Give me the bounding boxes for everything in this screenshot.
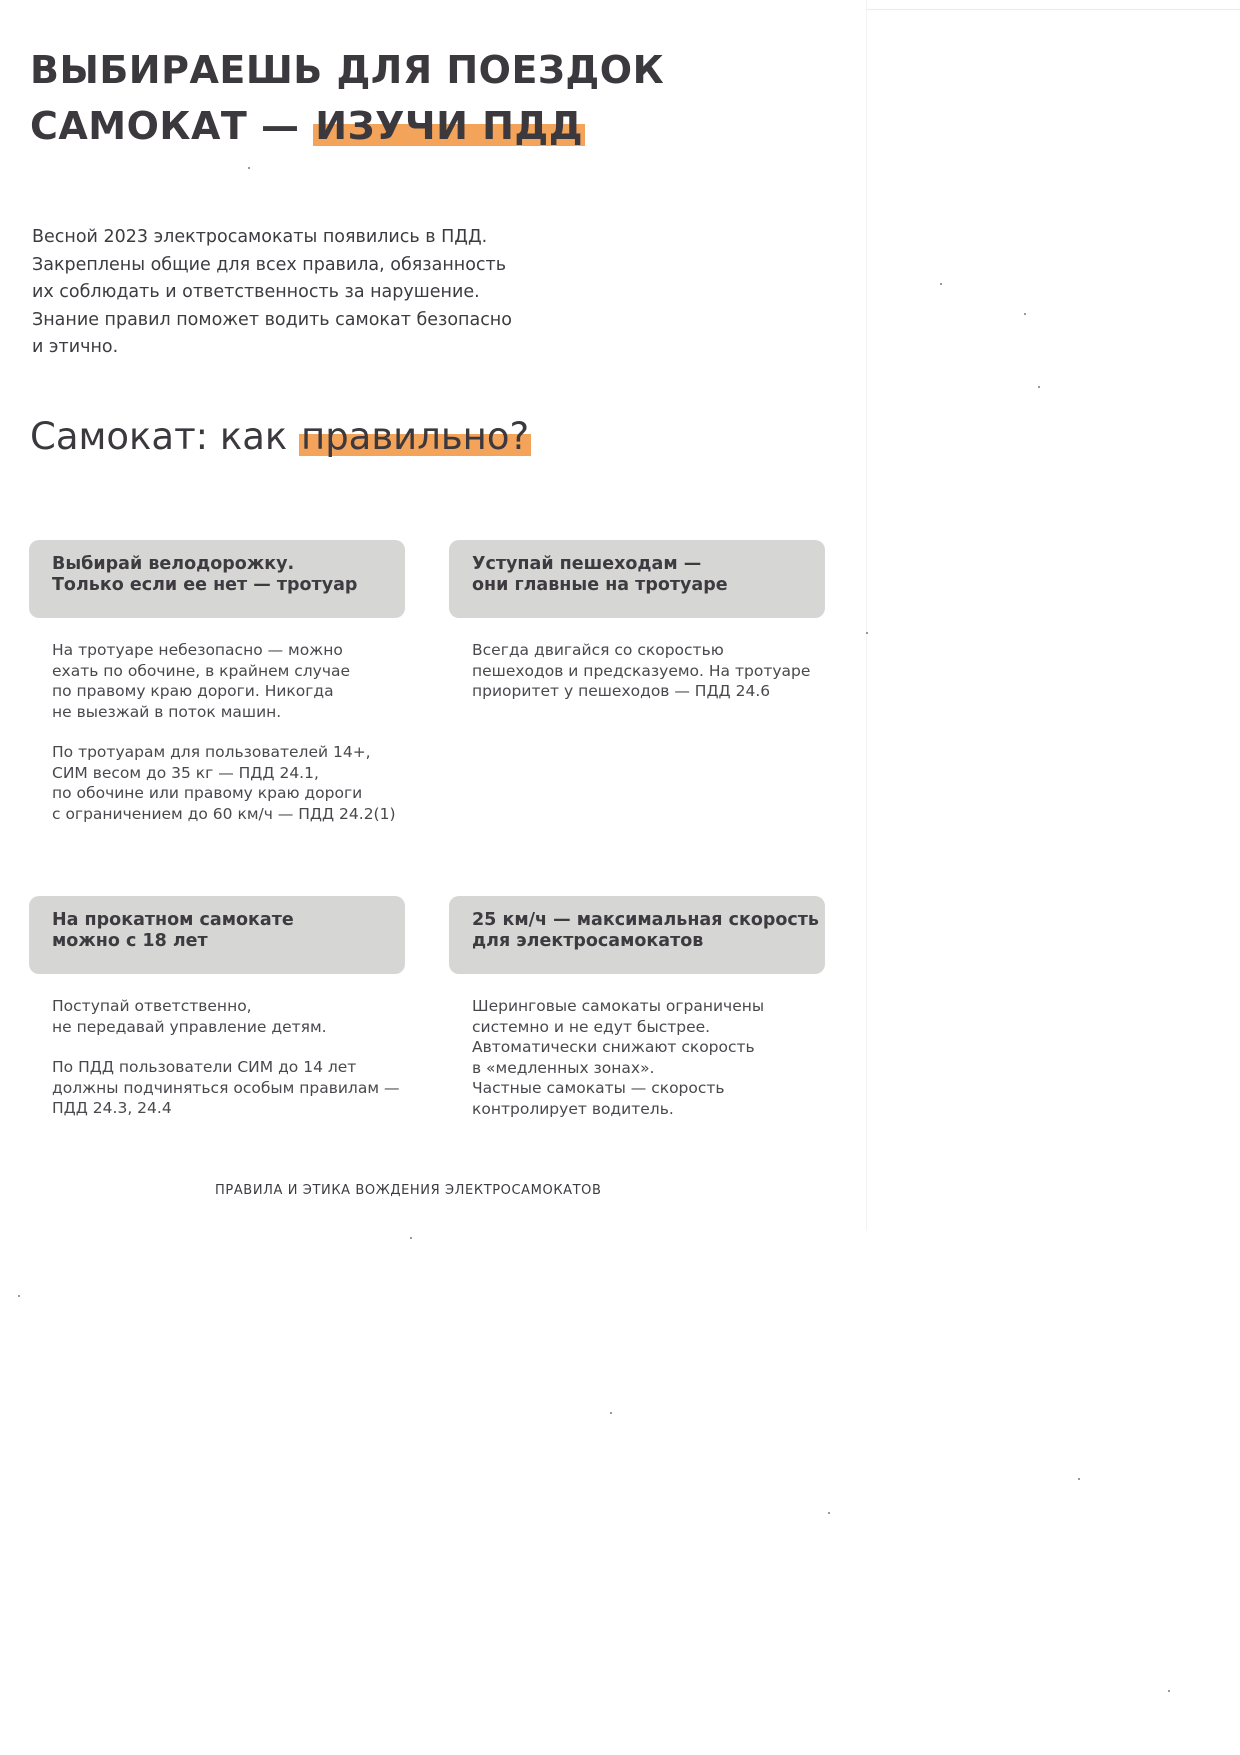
card-text-line: по правому краю дороги. Никогда <box>52 682 334 700</box>
card-text-line: ехать по обочине, в крайнем случае <box>52 661 351 680</box>
card-title-line: 25 км/ч — максимальная скорость <box>472 910 819 930</box>
card-text-line: в «медленных зонах». <box>472 1058 655 1077</box>
card-text-line: не выезжай в поток машин. <box>52 702 282 721</box>
intro-line: Весной 2023 электросамокаты появились в ПДД. <box>32 227 488 247</box>
card-text-line: должны подчиняться особым правилам — <box>52 1078 400 1097</box>
card-title-line: Выбирай велодорожку. <box>52 554 295 574</box>
card-title-line: Только если ее нет — тротуар <box>52 575 358 595</box>
title-line-2 <box>30 98 664 154</box>
intro-paragraph <box>32 224 592 362</box>
intro-line: Закреплены общие для всех правила, обязанность <box>32 254 507 275</box>
card-text-line: по обочине или правому краю дороги <box>52 784 363 802</box>
card-text-line: Поступай ответственно, <box>52 997 252 1015</box>
title-plain-text: САМОКАТ — <box>30 104 314 148</box>
scan-speck <box>1168 1690 1170 1692</box>
scan-speck <box>828 1512 830 1514</box>
card-text-line: Автоматически снижают скорость <box>472 1038 755 1056</box>
title-line-1: ВЫБИРАЕШЬ ДЛЯ ПОЕЗДОК <box>30 48 665 92</box>
sheet-edge-top <box>866 9 1240 10</box>
rule-card-title-bike-lane <box>29 540 405 618</box>
scan-speck <box>940 283 942 285</box>
scan-speck <box>248 167 250 169</box>
card-text-line: пешеходов и предсказуемо. На тротуаре <box>472 661 811 680</box>
scan-speck <box>18 1295 20 1297</box>
rule-card-text-rental-age <box>52 996 399 1119</box>
section-heading <box>30 412 531 462</box>
rule-card-text-bike-lane <box>52 640 396 824</box>
page-footer: ПРАВИЛА И ЭТИКА ВОЖДЕНИЯ ЭЛЕКТРОСАМОКАТОВ <box>215 1183 602 1198</box>
rule-card-title-rental-age <box>29 896 405 974</box>
card-title-line: они главные на тротуаре <box>472 575 728 595</box>
card-text-line: Всегда двигайся со скоростью <box>472 641 724 659</box>
card-text-line: На тротуаре небезопасно — можно <box>52 641 343 659</box>
scan-speck <box>866 632 868 634</box>
intro-line: их соблюдать и ответственность за нарушение. <box>32 282 480 302</box>
rule-card-title-pedestrians <box>449 540 825 618</box>
card-text-line: ПДД 24.3, 24.4 <box>52 1099 172 1117</box>
section-heading-highlight: правильно? <box>301 415 530 458</box>
card-text-line: Частные самокаты — скорость <box>472 1079 725 1097</box>
scan-speck <box>410 1237 412 1239</box>
card-text-line: системно и не едут быстрее. <box>472 1017 711 1036</box>
intro-line: и этично. <box>32 337 119 357</box>
sheet-edge <box>866 0 867 1230</box>
section-heading-plain: Самокат: как <box>30 415 299 458</box>
scan-speck <box>1038 386 1040 388</box>
page-title <box>30 42 664 154</box>
card-text-line: СИМ весом до 35 кг — ПДД 24.1, <box>52 763 319 782</box>
rule-card-text-pedestrians <box>472 640 810 702</box>
card-text-line: контролирует водитель. <box>472 1099 674 1118</box>
card-text-line: не передавай управление детям. <box>52 1017 327 1036</box>
card-title-line: можно с 18 лет <box>52 931 208 951</box>
scan-speck <box>1078 1478 1080 1480</box>
card-title-line: Уступай пешеходам — <box>472 554 702 574</box>
card-text-line: приоритет у пешеходов — ПДД 24.6 <box>472 682 771 700</box>
card-text-line: с ограничением до 60 км/ч — ПДД 24.2(1) <box>52 804 396 823</box>
card-text-line: Шеринговые самокаты ограничены <box>472 997 765 1015</box>
rule-card-title-max-speed <box>449 896 825 974</box>
intro-line: Знание правил поможет водить самокат безопасно <box>32 309 512 330</box>
card-text-line: По ПДД пользователи СИМ до 14 лет <box>52 1058 357 1076</box>
title-highlight: ИЗУЧИ ПДД <box>315 104 584 148</box>
scan-speck <box>610 1412 612 1414</box>
card-title-line: На прокатном самокате <box>52 910 294 930</box>
card-text-line: По тротуарам для пользователей 14+, <box>52 743 371 761</box>
scan-speck <box>1024 313 1026 315</box>
card-title-line: для электросамокатов <box>472 931 704 951</box>
rule-card-text-max-speed <box>472 996 764 1119</box>
